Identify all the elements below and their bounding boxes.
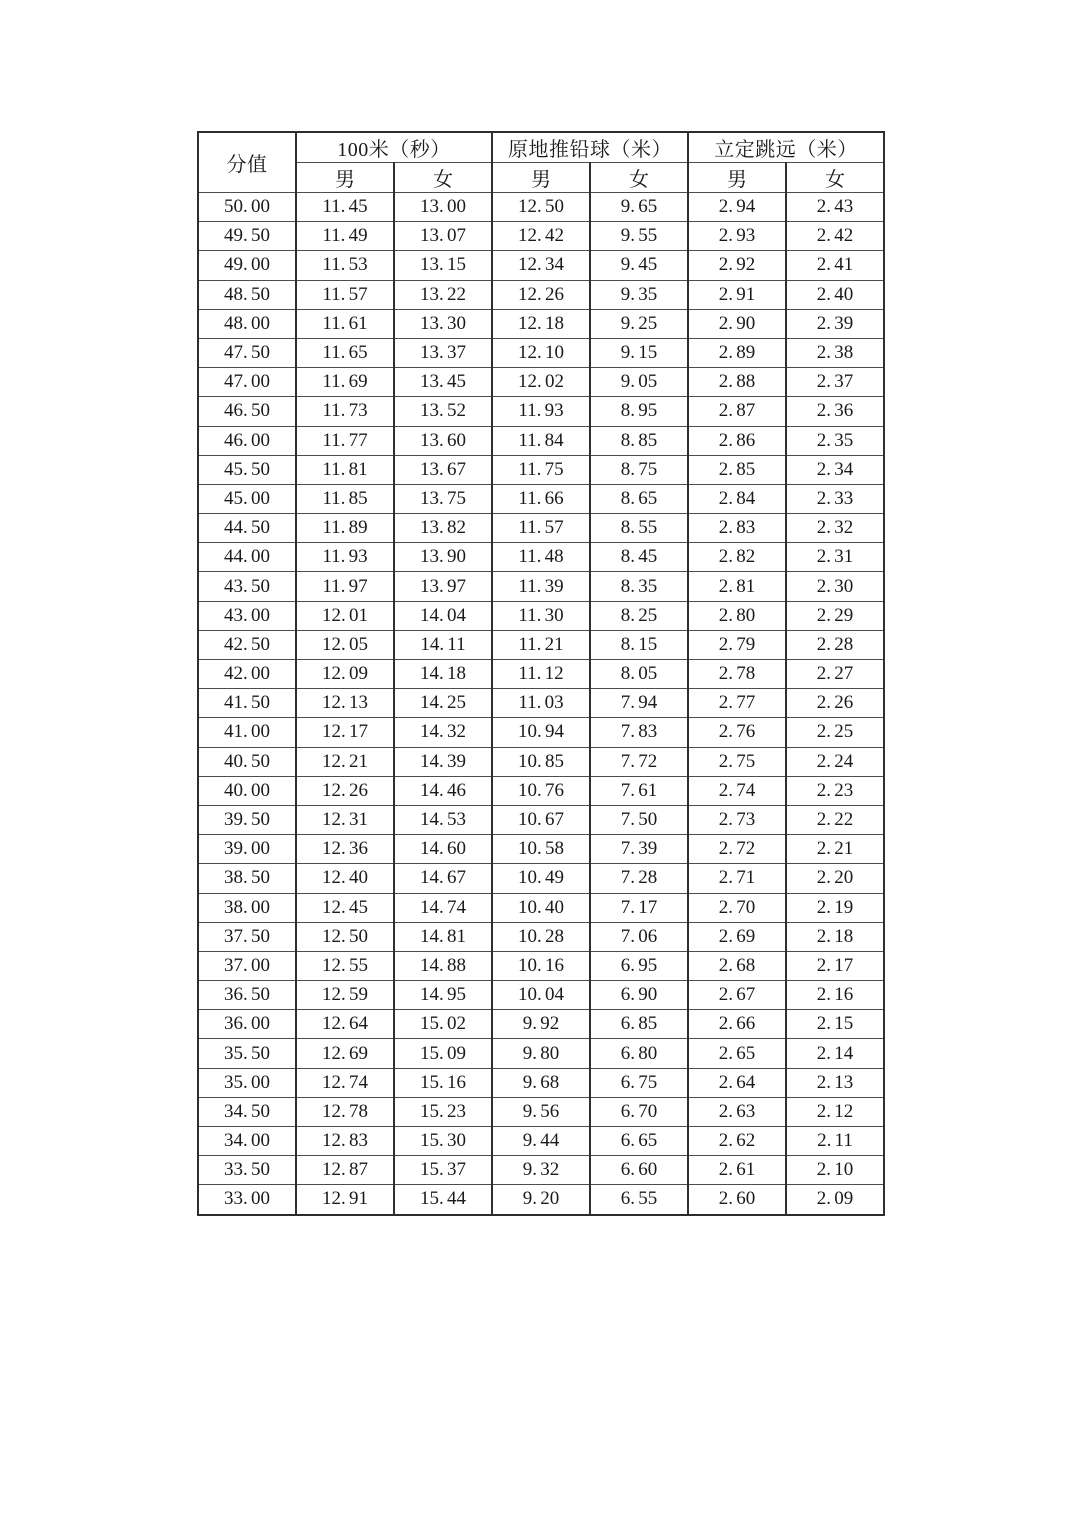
value-cell: 9. 20 [492, 1185, 590, 1215]
score-cell: 48. 00 [198, 309, 296, 338]
value-cell: 11. 57 [492, 514, 590, 543]
value-cell: 11. 89 [296, 514, 394, 543]
value-cell: 13. 75 [394, 484, 492, 513]
value-cell: 12. 26 [296, 776, 394, 805]
value-cell: 13. 60 [394, 426, 492, 455]
value-cell: 8. 35 [590, 572, 688, 601]
value-cell: 9. 68 [492, 1068, 590, 1097]
score-cell: 40. 50 [198, 747, 296, 776]
col-header-100m-female: 女 [394, 163, 492, 193]
value-cell: 12. 87 [296, 1156, 394, 1185]
value-cell: 9. 56 [492, 1097, 590, 1126]
value-cell: 12. 36 [296, 835, 394, 864]
value-cell: 6. 90 [590, 981, 688, 1010]
score-cell: 38. 00 [198, 893, 296, 922]
table-row [198, 747, 884, 776]
value-cell: 2. 25 [786, 718, 884, 747]
value-cell: 9. 80 [492, 1039, 590, 1068]
value-cell: 10. 67 [492, 805, 590, 834]
score-cell: 37. 50 [198, 922, 296, 951]
table-row [198, 805, 884, 834]
score-cell: 37. 00 [198, 951, 296, 980]
value-cell: 2. 30 [786, 572, 884, 601]
value-cell: 11. 49 [296, 222, 394, 251]
table-row [198, 1185, 884, 1215]
value-cell: 15. 02 [394, 1010, 492, 1039]
table-row [198, 776, 884, 805]
score-cell: 36. 50 [198, 981, 296, 1010]
value-cell: 11. 03 [492, 689, 590, 718]
value-cell: 13. 90 [394, 543, 492, 572]
value-cell: 2. 15 [786, 1010, 884, 1039]
value-cell: 2. 28 [786, 630, 884, 659]
value-cell: 2. 21 [786, 835, 884, 864]
score-cell: 48. 50 [198, 280, 296, 309]
value-cell: 11. 81 [296, 455, 394, 484]
value-cell: 9. 32 [492, 1156, 590, 1185]
value-cell: 13. 45 [394, 368, 492, 397]
value-cell: 6. 70 [590, 1097, 688, 1126]
value-cell: 9. 45 [590, 251, 688, 280]
value-cell: 10. 28 [492, 922, 590, 951]
score-cell: 45. 00 [198, 484, 296, 513]
value-cell: 11. 93 [296, 543, 394, 572]
score-cell: 38. 50 [198, 864, 296, 893]
value-cell: 12. 10 [492, 338, 590, 367]
score-cell: 40. 00 [198, 776, 296, 805]
value-cell: 6. 80 [590, 1039, 688, 1068]
value-cell: 15. 30 [394, 1127, 492, 1156]
value-cell: 13. 22 [394, 280, 492, 309]
value-cell: 12. 50 [296, 922, 394, 951]
value-cell: 13. 15 [394, 251, 492, 280]
value-cell: 12. 13 [296, 689, 394, 718]
value-cell: 2. 39 [786, 309, 884, 338]
table-row [198, 1127, 884, 1156]
value-cell: 12. 02 [492, 368, 590, 397]
table-row [198, 893, 884, 922]
score-cell: 42. 00 [198, 660, 296, 689]
value-cell: 14. 11 [394, 630, 492, 659]
table-row [198, 193, 884, 222]
value-cell: 2. 60 [688, 1185, 786, 1215]
score-cell: 49. 00 [198, 251, 296, 280]
table-row [198, 572, 884, 601]
value-cell: 2. 71 [688, 864, 786, 893]
table-row [198, 601, 884, 630]
col-header-score: 分值 [198, 132, 296, 193]
value-cell: 11. 66 [492, 484, 590, 513]
value-cell: 11. 53 [296, 251, 394, 280]
value-cell: 2. 92 [688, 251, 786, 280]
value-cell: 2. 37 [786, 368, 884, 397]
score-cell: 33. 00 [198, 1185, 296, 1215]
value-cell: 2. 26 [786, 689, 884, 718]
value-cell: 6. 75 [590, 1068, 688, 1097]
value-cell: 2. 86 [688, 426, 786, 455]
value-cell: 2. 24 [786, 747, 884, 776]
value-cell: 12. 45 [296, 893, 394, 922]
col-header-100m-male: 男 [296, 163, 394, 193]
value-cell: 12. 26 [492, 280, 590, 309]
value-cell: 2. 16 [786, 981, 884, 1010]
value-cell: 2. 19 [786, 893, 884, 922]
value-cell: 11. 57 [296, 280, 394, 309]
value-cell: 7. 83 [590, 718, 688, 747]
value-cell: 12. 40 [296, 864, 394, 893]
value-cell: 14. 32 [394, 718, 492, 747]
value-cell: 6. 55 [590, 1185, 688, 1215]
value-cell: 2. 88 [688, 368, 786, 397]
col-group-longjump: 立定跳远（米） [688, 132, 884, 163]
value-cell: 8. 95 [590, 397, 688, 426]
value-cell: 7. 50 [590, 805, 688, 834]
value-cell: 2. 78 [688, 660, 786, 689]
value-cell: 2. 43 [786, 193, 884, 222]
value-cell: 12. 69 [296, 1039, 394, 1068]
value-cell: 2. 34 [786, 455, 884, 484]
table-row [198, 864, 884, 893]
value-cell: 10. 85 [492, 747, 590, 776]
value-cell: 8. 85 [590, 426, 688, 455]
header-sub-row [198, 163, 884, 193]
value-cell: 11. 65 [296, 338, 394, 367]
value-cell: 15. 23 [394, 1097, 492, 1126]
value-cell: 6. 85 [590, 1010, 688, 1039]
table-row [198, 951, 884, 980]
value-cell: 2. 75 [688, 747, 786, 776]
value-cell: 15. 37 [394, 1156, 492, 1185]
col-group-100m: 100米（秒） [296, 132, 492, 163]
value-cell: 2. 29 [786, 601, 884, 630]
value-cell: 13. 67 [394, 455, 492, 484]
value-cell: 13. 97 [394, 572, 492, 601]
value-cell: 2. 18 [786, 922, 884, 951]
value-cell: 7. 28 [590, 864, 688, 893]
value-cell: 7. 06 [590, 922, 688, 951]
score-table [197, 131, 885, 1216]
score-cell: 34. 00 [198, 1127, 296, 1156]
value-cell: 11. 45 [296, 193, 394, 222]
table-row [198, 426, 884, 455]
value-cell: 14. 04 [394, 601, 492, 630]
value-cell: 2. 81 [688, 572, 786, 601]
value-cell: 2. 84 [688, 484, 786, 513]
value-cell: 2. 94 [688, 193, 786, 222]
value-cell: 2. 36 [786, 397, 884, 426]
value-cell: 11. 12 [492, 660, 590, 689]
value-cell: 2. 76 [688, 718, 786, 747]
table-row [198, 514, 884, 543]
value-cell: 2. 09 [786, 1185, 884, 1215]
value-cell: 12. 09 [296, 660, 394, 689]
header-group-row [198, 132, 884, 163]
table-row [198, 1010, 884, 1039]
value-cell: 11. 84 [492, 426, 590, 455]
value-cell: 10. 94 [492, 718, 590, 747]
value-cell: 2. 10 [786, 1156, 884, 1185]
table-row [198, 630, 884, 659]
value-cell: 7. 72 [590, 747, 688, 776]
value-cell: 13. 30 [394, 309, 492, 338]
value-cell: 12. 34 [492, 251, 590, 280]
value-cell: 2. 68 [688, 951, 786, 980]
value-cell: 2. 74 [688, 776, 786, 805]
value-cell: 9. 44 [492, 1127, 590, 1156]
value-cell: 2. 42 [786, 222, 884, 251]
value-cell: 10. 04 [492, 981, 590, 1010]
value-cell: 2. 93 [688, 222, 786, 251]
table-row [198, 981, 884, 1010]
table-row [198, 251, 884, 280]
score-cell: 42. 50 [198, 630, 296, 659]
value-cell: 8. 25 [590, 601, 688, 630]
score-cell: 45. 50 [198, 455, 296, 484]
value-cell: 11. 77 [296, 426, 394, 455]
score-cell: 41. 50 [198, 689, 296, 718]
value-cell: 12. 01 [296, 601, 394, 630]
value-cell: 2. 69 [688, 922, 786, 951]
table-row [198, 689, 884, 718]
value-cell: 11. 97 [296, 572, 394, 601]
value-cell: 14. 53 [394, 805, 492, 834]
table-row [198, 455, 884, 484]
value-cell: 2. 23 [786, 776, 884, 805]
value-cell: 14. 88 [394, 951, 492, 980]
value-cell: 12. 55 [296, 951, 394, 980]
value-cell: 13. 82 [394, 514, 492, 543]
value-cell: 11. 85 [296, 484, 394, 513]
value-cell: 13. 52 [394, 397, 492, 426]
value-cell: 7. 94 [590, 689, 688, 718]
value-cell: 8. 65 [590, 484, 688, 513]
value-cell: 6. 65 [590, 1127, 688, 1156]
value-cell: 11. 69 [296, 368, 394, 397]
value-cell: 11. 39 [492, 572, 590, 601]
table-row [198, 338, 884, 367]
value-cell: 2. 32 [786, 514, 884, 543]
value-cell: 8. 05 [590, 660, 688, 689]
value-cell: 2. 33 [786, 484, 884, 513]
value-cell: 14. 46 [394, 776, 492, 805]
value-cell: 9. 05 [590, 368, 688, 397]
value-cell: 14. 81 [394, 922, 492, 951]
col-group-shotput: 原地推铅球（米） [492, 132, 688, 163]
score-cell: 46. 50 [198, 397, 296, 426]
value-cell: 12. 17 [296, 718, 394, 747]
value-cell: 12. 78 [296, 1097, 394, 1126]
value-cell: 11. 21 [492, 630, 590, 659]
value-cell: 12. 74 [296, 1068, 394, 1097]
score-cell: 49. 50 [198, 222, 296, 251]
value-cell: 12. 83 [296, 1127, 394, 1156]
value-cell: 9. 35 [590, 280, 688, 309]
value-cell: 2. 66 [688, 1010, 786, 1039]
value-cell: 2. 17 [786, 951, 884, 980]
value-cell: 2. 61 [688, 1156, 786, 1185]
value-cell: 2. 70 [688, 893, 786, 922]
value-cell: 6. 60 [590, 1156, 688, 1185]
value-cell: 2. 27 [786, 660, 884, 689]
score-cell: 47. 00 [198, 368, 296, 397]
value-cell: 10. 76 [492, 776, 590, 805]
score-cell: 43. 50 [198, 572, 296, 601]
score-cell: 43. 00 [198, 601, 296, 630]
value-cell: 12. 05 [296, 630, 394, 659]
value-cell: 10. 40 [492, 893, 590, 922]
value-cell: 2. 22 [786, 805, 884, 834]
table-row [198, 222, 884, 251]
value-cell: 9. 15 [590, 338, 688, 367]
value-cell: 15. 44 [394, 1185, 492, 1215]
value-cell: 2. 80 [688, 601, 786, 630]
col-header-shot-male: 男 [492, 163, 590, 193]
value-cell: 2. 62 [688, 1127, 786, 1156]
table-row [198, 543, 884, 572]
value-cell: 12. 91 [296, 1185, 394, 1215]
table-row [198, 835, 884, 864]
value-cell: 2. 12 [786, 1097, 884, 1126]
score-cell: 44. 00 [198, 543, 296, 572]
value-cell: 11. 73 [296, 397, 394, 426]
table-row [198, 484, 884, 513]
value-cell: 14. 74 [394, 893, 492, 922]
value-cell: 10. 49 [492, 864, 590, 893]
score-cell: 34. 50 [198, 1097, 296, 1126]
value-cell: 12. 31 [296, 805, 394, 834]
value-cell: 2. 85 [688, 455, 786, 484]
table-row [198, 368, 884, 397]
value-cell: 6. 95 [590, 951, 688, 980]
value-cell: 13. 00 [394, 193, 492, 222]
table-row [198, 1068, 884, 1097]
score-cell: 47. 50 [198, 338, 296, 367]
score-cell: 35. 00 [198, 1068, 296, 1097]
value-cell: 2. 83 [688, 514, 786, 543]
score-table-header [198, 132, 884, 193]
col-header-shot-female: 女 [590, 163, 688, 193]
value-cell: 2. 63 [688, 1097, 786, 1126]
value-cell: 2. 65 [688, 1039, 786, 1068]
value-cell: 2. 11 [786, 1127, 884, 1156]
table-row [198, 1039, 884, 1068]
value-cell: 14. 25 [394, 689, 492, 718]
table-row [198, 397, 884, 426]
value-cell: 11. 75 [492, 455, 590, 484]
table-row [198, 1097, 884, 1126]
value-cell: 13. 37 [394, 338, 492, 367]
value-cell: 14. 67 [394, 864, 492, 893]
value-cell: 12. 59 [296, 981, 394, 1010]
value-cell: 9. 25 [590, 309, 688, 338]
value-cell: 2. 35 [786, 426, 884, 455]
value-cell: 2. 40 [786, 280, 884, 309]
table-row [198, 280, 884, 309]
value-cell: 10. 16 [492, 951, 590, 980]
score-cell: 36. 00 [198, 1010, 296, 1039]
col-header-jump-male: 男 [688, 163, 786, 193]
score-cell: 41. 00 [198, 718, 296, 747]
score-cell: 39. 00 [198, 835, 296, 864]
value-cell: 11. 61 [296, 309, 394, 338]
value-cell: 11. 48 [492, 543, 590, 572]
value-cell: 9. 55 [590, 222, 688, 251]
value-cell: 2. 79 [688, 630, 786, 659]
value-cell: 15. 16 [394, 1068, 492, 1097]
value-cell: 2. 41 [786, 251, 884, 280]
value-cell: 15. 09 [394, 1039, 492, 1068]
value-cell: 12. 42 [492, 222, 590, 251]
value-cell: 14. 39 [394, 747, 492, 776]
value-cell: 2. 31 [786, 543, 884, 572]
value-cell: 7. 39 [590, 835, 688, 864]
value-cell: 8. 75 [590, 455, 688, 484]
col-header-jump-female: 女 [786, 163, 884, 193]
value-cell: 14. 95 [394, 981, 492, 1010]
score-cell: 33. 50 [198, 1156, 296, 1185]
value-cell: 12. 50 [492, 193, 590, 222]
score-cell: 50. 00 [198, 193, 296, 222]
table-row [198, 1156, 884, 1185]
value-cell: 2. 87 [688, 397, 786, 426]
value-cell: 9. 65 [590, 193, 688, 222]
value-cell: 11. 30 [492, 601, 590, 630]
value-cell: 14. 60 [394, 835, 492, 864]
value-cell: 2. 64 [688, 1068, 786, 1097]
score-cell: 44. 50 [198, 514, 296, 543]
value-cell: 2. 38 [786, 338, 884, 367]
value-cell: 2. 20 [786, 864, 884, 893]
value-cell: 2. 67 [688, 981, 786, 1010]
value-cell: 8. 45 [590, 543, 688, 572]
score-cell: 39. 50 [198, 805, 296, 834]
value-cell: 8. 15 [590, 630, 688, 659]
value-cell: 2. 72 [688, 835, 786, 864]
value-cell: 2. 14 [786, 1039, 884, 1068]
table-row [198, 309, 884, 338]
score-cell: 46. 00 [198, 426, 296, 455]
value-cell: 8. 55 [590, 514, 688, 543]
value-cell: 11. 93 [492, 397, 590, 426]
table-row [198, 718, 884, 747]
score-table-body [198, 193, 884, 1215]
score-cell: 35. 50 [198, 1039, 296, 1068]
value-cell: 2. 77 [688, 689, 786, 718]
value-cell: 7. 61 [590, 776, 688, 805]
value-cell: 2. 89 [688, 338, 786, 367]
value-cell: 9. 92 [492, 1010, 590, 1039]
value-cell: 14. 18 [394, 660, 492, 689]
value-cell: 2. 73 [688, 805, 786, 834]
value-cell: 10. 58 [492, 835, 590, 864]
value-cell: 12. 18 [492, 309, 590, 338]
value-cell: 2. 13 [786, 1068, 884, 1097]
value-cell: 7. 17 [590, 893, 688, 922]
table-row [198, 660, 884, 689]
value-cell: 2. 91 [688, 280, 786, 309]
value-cell: 13. 07 [394, 222, 492, 251]
value-cell: 2. 82 [688, 543, 786, 572]
table-row [198, 922, 884, 951]
value-cell: 12. 21 [296, 747, 394, 776]
value-cell: 12. 64 [296, 1010, 394, 1039]
value-cell: 2. 90 [688, 309, 786, 338]
